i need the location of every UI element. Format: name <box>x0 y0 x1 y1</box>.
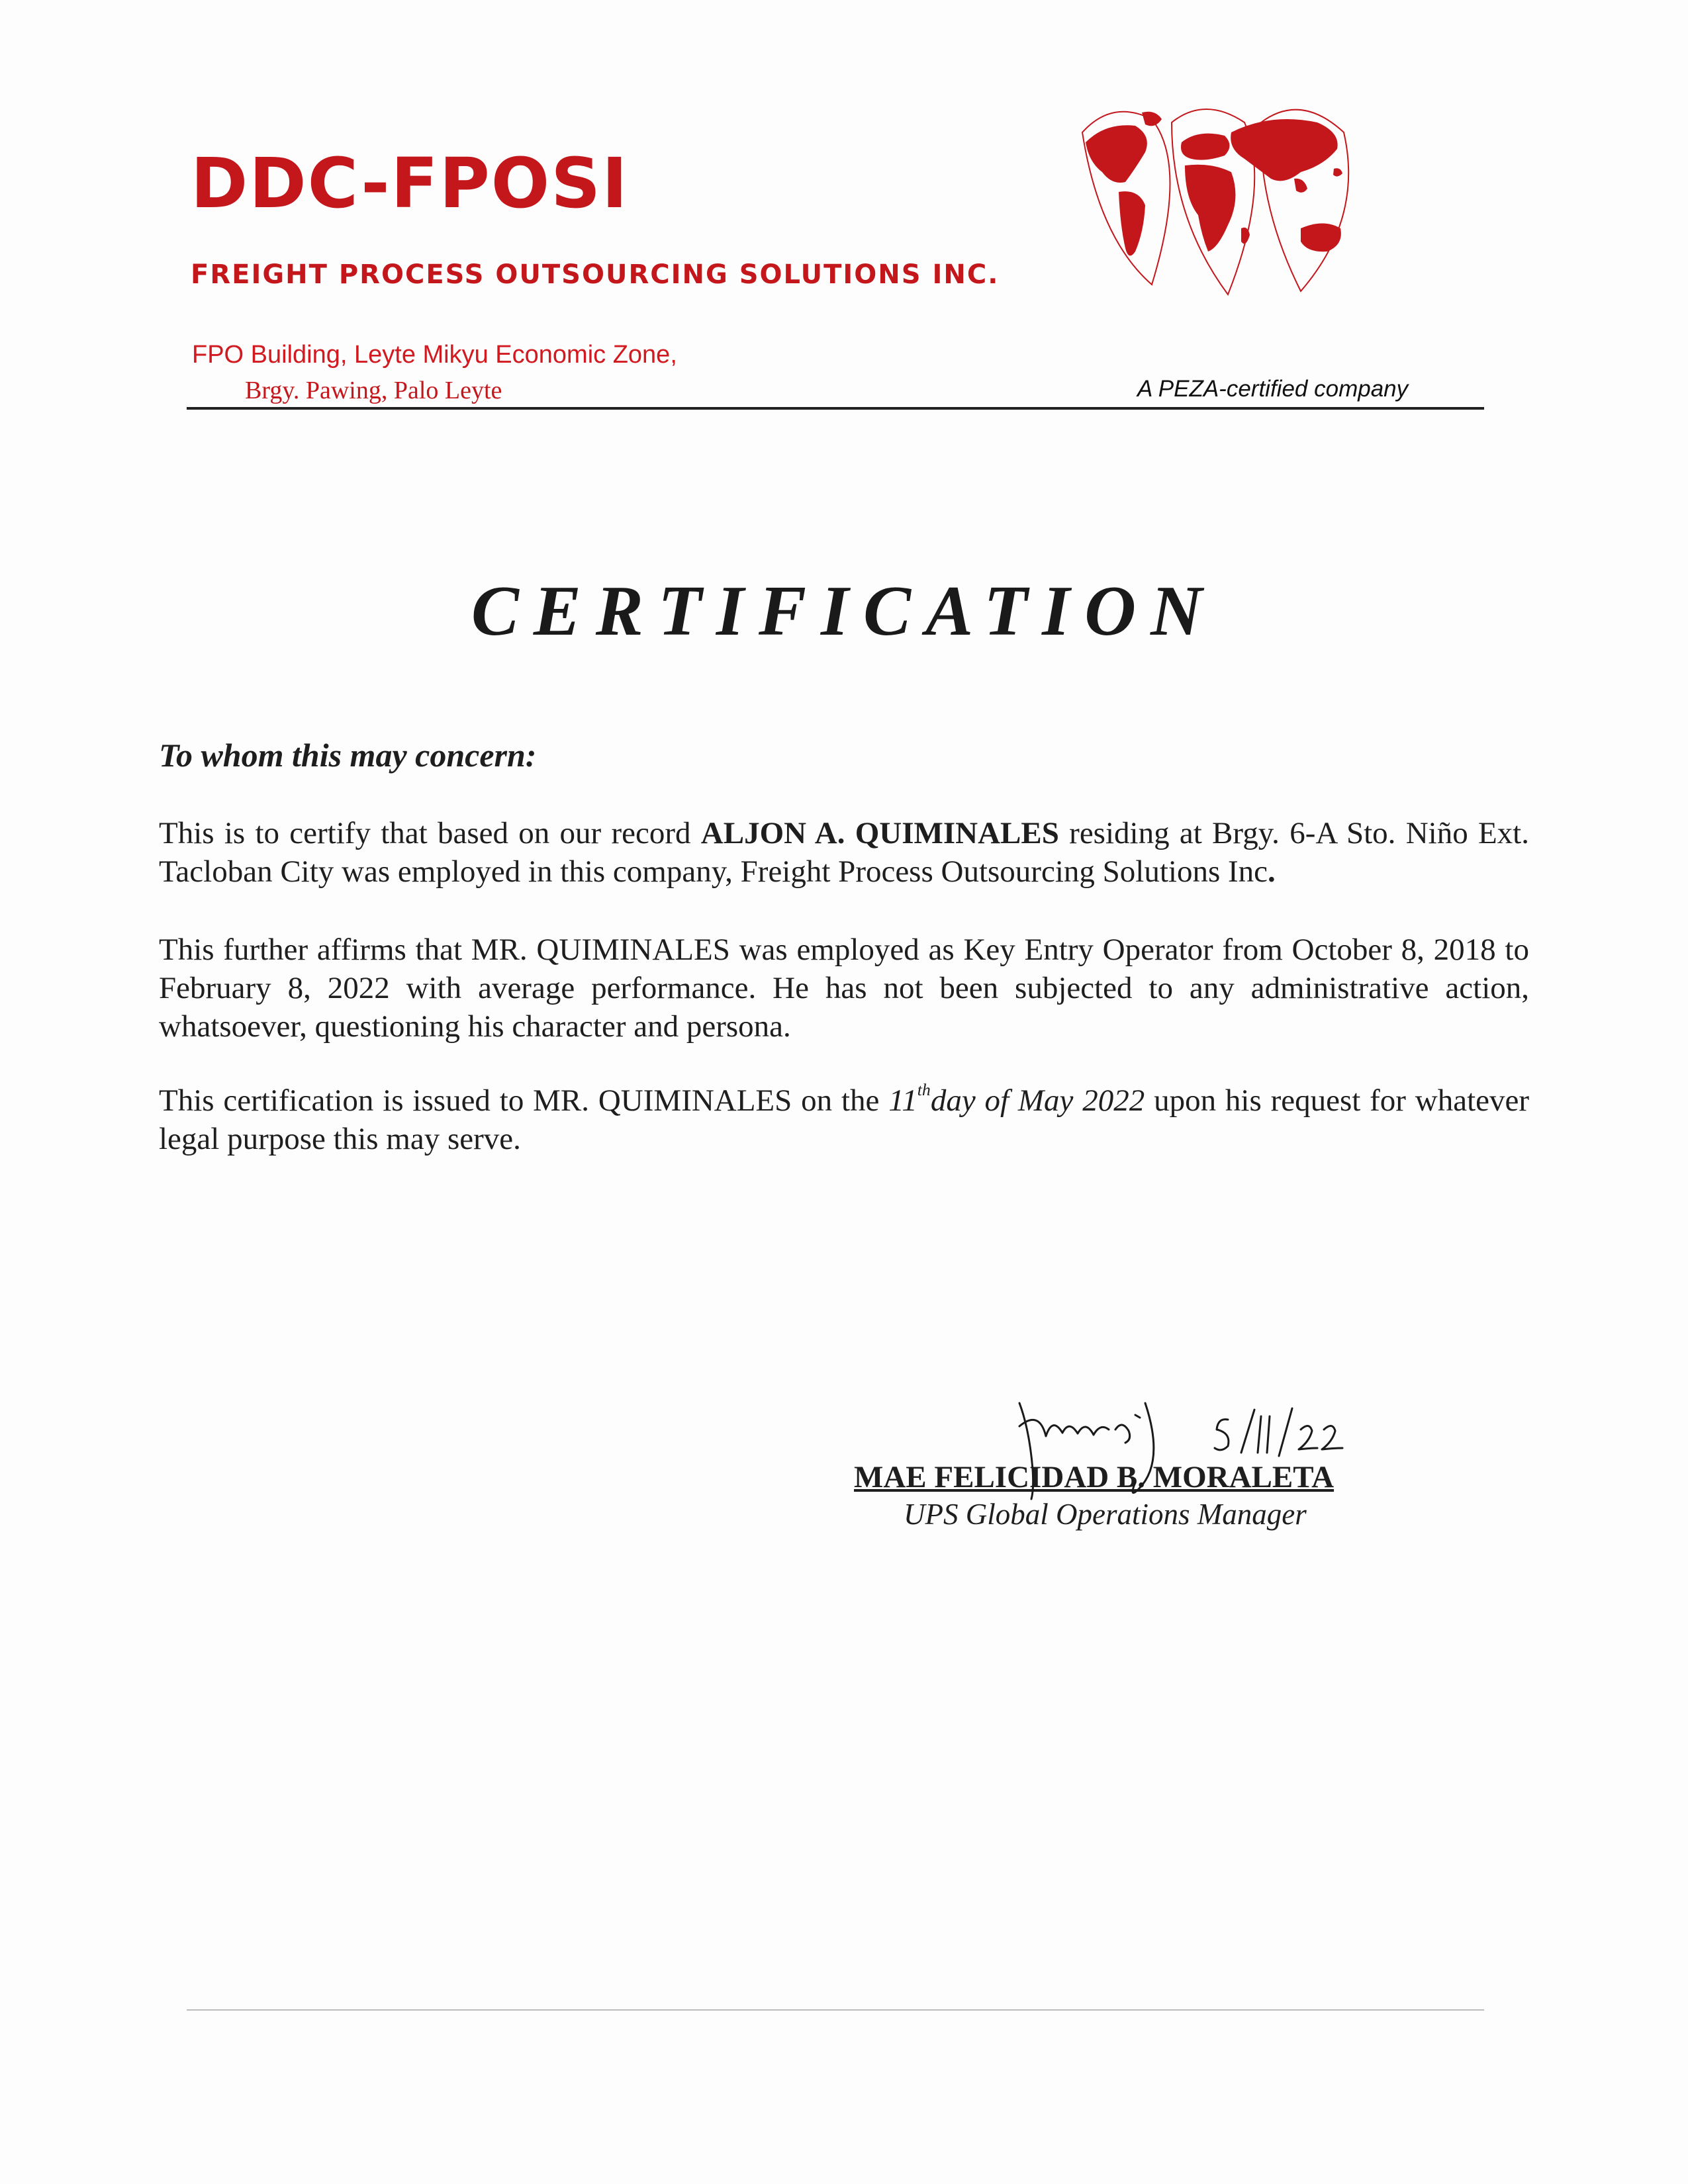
document-title: CERTIFICATION <box>471 572 1217 651</box>
world-map-globe-icon <box>1072 106 1383 298</box>
company-brand: DDC-FPOSI <box>191 143 629 224</box>
issue-day-suffix: th <box>917 1079 931 1099</box>
salutation: To whom this may concern: <box>159 737 537 774</box>
signatory-name: MAE FELICIDAD B. MORALETA <box>854 1460 1335 1494</box>
issue-date-rest: day of May 2022 <box>930 1083 1145 1118</box>
footer-divider <box>187 2009 1484 2011</box>
company-tagline: FREIGHT PROCESS OUTSOURCING SOLUTIONS INC. <box>191 259 1000 290</box>
address-line-1: FPO Building, Leyte Mikyu Economic Zone, <box>192 341 677 369</box>
employee-name: ALJON A. QUIMINALES <box>700 816 1059 850</box>
issue-day: 11 <box>888 1083 917 1118</box>
header-divider <box>187 407 1484 410</box>
issue-date <box>888 1079 1145 1118</box>
paragraph-3-pre: This certification is issued to MR. QUIMINALES on the <box>159 1083 889 1118</box>
peza-note: A PEZA-certified company <box>1137 376 1409 402</box>
paragraph-3-post: upon his request for whatever legal purpose this may serve. <box>159 1083 1530 1156</box>
paragraph-3 <box>159 1081 1529 1158</box>
paragraph-1-pre: This is to certify that based on our record <box>159 816 701 850</box>
paragraph-2: This further affirms that MR. QUIMINALES was employed as Key Entry Operator from October 8, 2018 to February 8, 2022 with average performance. He has not been subjected to any administrative action, whatsoever, questioning his character and persona. <box>159 933 1529 1044</box>
address-line-2: Brgy. Pawing, Palo Leyte <box>245 377 502 404</box>
paragraph-1-post: residing at Brgy. 6-A Sto. Niño Ext. Tacloban City was employed in this company, Freight Process Outsourcing Solutions Inc <box>159 816 1529 889</box>
handwritten-signature <box>993 1390 1364 1516</box>
signatory-title: UPS Global Operations Manager <box>904 1498 1307 1531</box>
paragraph-1 <box>159 814 1529 891</box>
paragraph-1-end: . <box>1268 854 1276 889</box>
